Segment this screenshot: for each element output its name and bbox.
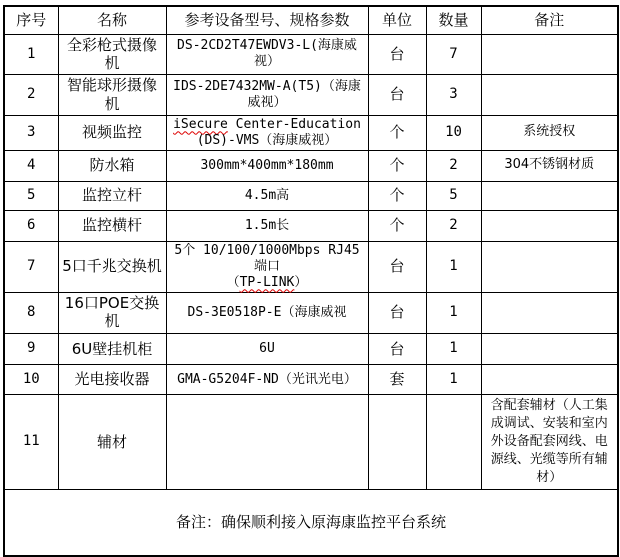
cell-seq: 1: [4, 34, 58, 75]
cell-seq: 3: [4, 115, 58, 150]
cell-qty: 10: [426, 115, 481, 150]
table-row: [4, 34, 618, 75]
cell-name: 视频监控: [58, 115, 166, 150]
paren-open: （: [226, 274, 240, 290]
cell-unit: 台: [368, 75, 426, 116]
table-header-row: [4, 6, 618, 34]
cell-note: [481, 210, 618, 241]
misspelled-word: iSecure: [173, 116, 228, 132]
table-row: [4, 75, 618, 116]
cell-seq: 8: [4, 292, 58, 334]
footer-remark: 备注：确保顺利接入原海康监控平台系统: [4, 490, 618, 556]
spec-line-1: 5个 10/100/1000Mbps RJ45 端口: [174, 242, 360, 274]
cell-qty: 2: [426, 210, 481, 241]
cell-note: [481, 34, 618, 75]
cell-spec: [166, 395, 368, 490]
cell-name: 防水箱: [58, 150, 166, 181]
misspelled-word: TP-LINK: [239, 274, 295, 290]
cell-name: 监控横杆: [58, 210, 166, 241]
cell-unit: 台: [368, 334, 426, 365]
cell-spec: GMA-G5204F-ND（光讯光电）: [166, 365, 368, 395]
spec-line-1: [170, 117, 365, 133]
table-row: [4, 181, 618, 210]
cell-note: 系统授权: [481, 115, 618, 150]
cell-seq: 9: [4, 334, 58, 365]
cell-spec: IDS-2DE7432MW-A(T5)（海康威视）: [166, 75, 368, 116]
cell-note: [481, 334, 618, 365]
cell-qty: 7: [426, 34, 481, 75]
paren-close: ）: [294, 274, 308, 290]
cell-qty: 3: [426, 75, 481, 116]
table-row: [4, 210, 618, 241]
cell-unit: 个: [368, 181, 426, 210]
cell-name: 5口千兆交换机: [58, 241, 166, 292]
cell-seq: 6: [4, 210, 58, 241]
cell-unit: 套: [368, 365, 426, 395]
cell-seq: 7: [4, 241, 58, 292]
cell-spec: [166, 241, 368, 292]
cell-seq: 5: [4, 181, 58, 210]
cell-unit: 台: [368, 292, 426, 334]
header-unit: 单位: [368, 6, 426, 34]
table-row: [4, 150, 618, 181]
cell-name: 光电接收器: [58, 365, 166, 395]
cell-note: [481, 75, 618, 116]
table-row: [4, 292, 618, 334]
cell-qty: [426, 395, 481, 490]
cell-seq: 2: [4, 75, 58, 116]
cell-qty: 2: [426, 150, 481, 181]
cell-name: 16口POE交换机: [58, 292, 166, 334]
cell-name: 6U壁挂机柜: [58, 334, 166, 365]
cell-qty: 1: [426, 292, 481, 334]
cell-unit: 台: [368, 241, 426, 292]
cell-spec: [166, 115, 368, 150]
cell-unit: 台: [368, 34, 426, 75]
cell-spec: DS-3E0518P-E（海康威视: [166, 292, 368, 334]
table-row: [4, 115, 618, 150]
spec-line-2: (DS)-VMS（海康威视）: [196, 132, 338, 148]
cell-unit: 个: [368, 115, 426, 150]
header-seq: 序号: [4, 6, 58, 34]
table-footer-row: [4, 490, 618, 556]
cell-qty: 1: [426, 241, 481, 292]
table-row: [4, 334, 618, 365]
cell-name: 全彩枪式摄像机: [58, 34, 166, 75]
cell-note: 304不锈钢材质: [481, 150, 618, 181]
cell-unit: [368, 395, 426, 490]
table-row: [4, 241, 618, 292]
equipment-table: [3, 5, 619, 557]
cell-note: 含配套辅材（人工集成调试、安装和室内外设备配套网线、电源线、光缆等所有辅材）: [481, 395, 618, 490]
cell-qty: 1: [426, 365, 481, 395]
cell-note: [481, 241, 618, 292]
cell-unit: 个: [368, 150, 426, 181]
cell-spec: 6U: [166, 334, 368, 365]
cell-seq: 4: [4, 150, 58, 181]
cell-note: [481, 292, 618, 334]
cell-spec: 4.5m高: [166, 181, 368, 210]
spec-line-2: [170, 275, 365, 291]
cell-qty: 5: [426, 181, 481, 210]
cell-spec: DS-2CD2T47EWDV3-L(海康威视）: [166, 34, 368, 75]
cell-name: 辅材: [58, 395, 166, 490]
cell-seq: 10: [4, 365, 58, 395]
header-note: 备注: [481, 6, 618, 34]
cell-spec: 300mm*400mm*180mm: [166, 150, 368, 181]
spec-line-1-rest: Center-Education: [227, 116, 361, 132]
cell-unit: 个: [368, 210, 426, 241]
header-name: 名称: [58, 6, 166, 34]
header-qty: 数量: [426, 6, 481, 34]
cell-seq: 11: [4, 395, 58, 490]
cell-name: 监控立杆: [58, 181, 166, 210]
cell-spec: 1.5m长: [166, 210, 368, 241]
table-row: [4, 395, 618, 490]
cell-note: [481, 365, 618, 395]
cell-name: 智能球形摄像机: [58, 75, 166, 116]
table-row: [4, 365, 618, 395]
header-spec: 参考设备型号、规格参数: [166, 6, 368, 34]
cell-note: [481, 181, 618, 210]
cell-qty: 1: [426, 334, 481, 365]
